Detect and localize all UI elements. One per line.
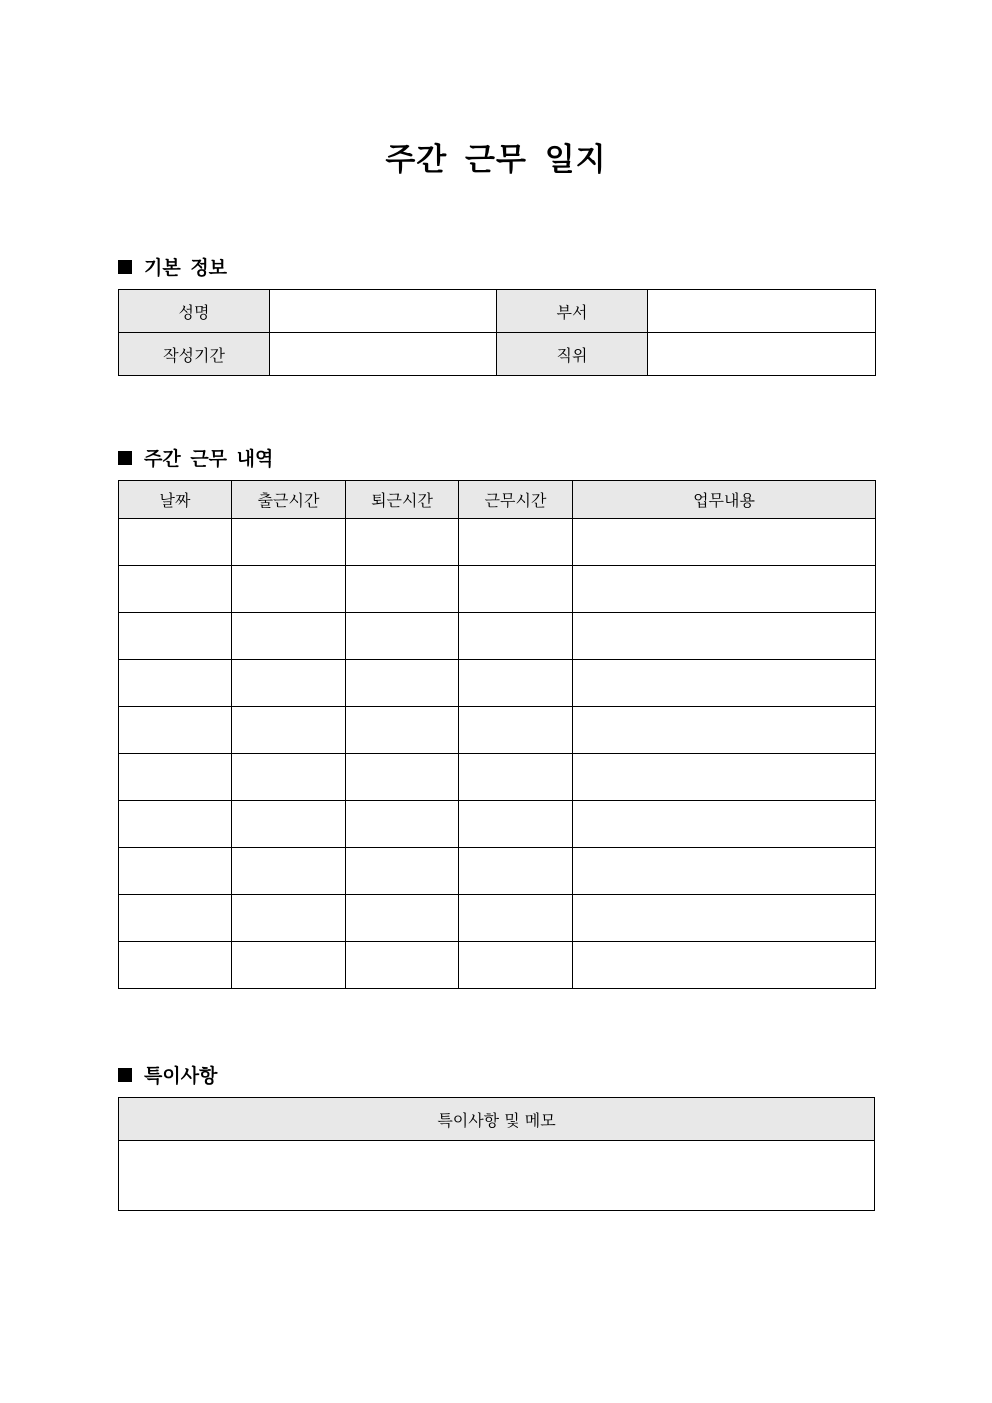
- check-out-cell[interactable]: [346, 613, 459, 660]
- work-hours-cell[interactable]: [459, 566, 573, 613]
- column-header-work-content: 업무내용: [573, 481, 876, 519]
- check-in-cell[interactable]: [232, 942, 346, 989]
- position-label: 직위: [497, 333, 648, 376]
- table-row: [119, 801, 876, 848]
- section-heading-label: 특이사항: [144, 1065, 218, 1087]
- name-field[interactable]: [270, 290, 497, 333]
- table-row: [119, 707, 876, 754]
- weekly-log-body: [119, 519, 876, 989]
- page-title: 주간 근무 일지: [385, 142, 607, 178]
- work-hours-cell[interactable]: [459, 660, 573, 707]
- table-row: [119, 290, 876, 333]
- date-cell[interactable]: [119, 660, 232, 707]
- table-row: [119, 1141, 875, 1211]
- check-out-cell[interactable]: [346, 801, 459, 848]
- period-label: 작성기간: [119, 333, 270, 376]
- column-header-check-in: 출근시간: [232, 481, 346, 519]
- notes-column-header: 특이사항 및 메모: [119, 1098, 875, 1141]
- table-header-row: [119, 1098, 875, 1141]
- notes-field[interactable]: [119, 1141, 875, 1211]
- date-cell[interactable]: [119, 566, 232, 613]
- column-header-work-hours: 근무시간: [459, 481, 573, 519]
- notes-table: [118, 1097, 875, 1211]
- check-in-cell[interactable]: [232, 848, 346, 895]
- check-in-cell[interactable]: [232, 801, 346, 848]
- department-field[interactable]: [648, 290, 876, 333]
- square-bullet-icon: [118, 260, 132, 274]
- check-in-cell[interactable]: [232, 613, 346, 660]
- work-content-cell[interactable]: [573, 613, 876, 660]
- period-field[interactable]: [270, 333, 497, 376]
- section-heading-label: 기본 정보: [144, 257, 228, 279]
- table-row: [119, 566, 876, 613]
- table-row: [119, 754, 876, 801]
- column-header-check-out: 퇴근시간: [346, 481, 459, 519]
- date-cell[interactable]: [119, 519, 232, 566]
- weekly-log-table: [118, 480, 876, 989]
- work-hours-cell[interactable]: [459, 754, 573, 801]
- check-out-cell[interactable]: [346, 895, 459, 942]
- date-cell[interactable]: [119, 895, 232, 942]
- check-in-cell[interactable]: [232, 519, 346, 566]
- check-out-cell[interactable]: [346, 660, 459, 707]
- check-in-cell[interactable]: [232, 707, 346, 754]
- check-in-cell[interactable]: [232, 754, 346, 801]
- check-out-cell[interactable]: [346, 566, 459, 613]
- work-hours-cell[interactable]: [459, 942, 573, 989]
- table-header-row: [119, 481, 876, 519]
- check-in-cell[interactable]: [232, 660, 346, 707]
- date-cell[interactable]: [119, 801, 232, 848]
- section-heading-basic-info: [118, 253, 227, 280]
- work-content-cell[interactable]: [573, 707, 876, 754]
- work-content-cell[interactable]: [573, 660, 876, 707]
- table-row: [119, 942, 876, 989]
- check-out-cell[interactable]: [346, 519, 459, 566]
- table-row: [119, 895, 876, 942]
- date-cell[interactable]: [119, 754, 232, 801]
- column-header-date: 날짜: [119, 481, 232, 519]
- square-bullet-icon: [118, 451, 132, 465]
- work-content-cell[interactable]: [573, 848, 876, 895]
- square-bullet-icon: [118, 1068, 132, 1082]
- basic-info-table: [118, 289, 876, 376]
- check-out-cell[interactable]: [346, 707, 459, 754]
- section-heading-notes: [118, 1061, 217, 1088]
- check-in-cell[interactable]: [232, 566, 346, 613]
- section-heading-label: 주간 근무 내역: [144, 448, 274, 470]
- work-hours-cell[interactable]: [459, 848, 573, 895]
- department-label: 부서: [497, 290, 648, 333]
- table-row: [119, 333, 876, 376]
- check-in-cell[interactable]: [232, 895, 346, 942]
- table-row: [119, 613, 876, 660]
- work-content-cell[interactable]: [573, 519, 876, 566]
- work-hours-cell[interactable]: [459, 895, 573, 942]
- date-cell[interactable]: [119, 707, 232, 754]
- table-row: [119, 848, 876, 895]
- work-hours-cell[interactable]: [459, 613, 573, 660]
- check-out-cell[interactable]: [346, 848, 459, 895]
- table-row: [119, 660, 876, 707]
- date-cell[interactable]: [119, 942, 232, 989]
- check-out-cell[interactable]: [346, 754, 459, 801]
- section-heading-weekly-log: [118, 444, 273, 471]
- work-content-cell[interactable]: [573, 942, 876, 989]
- work-content-cell[interactable]: [573, 801, 876, 848]
- date-cell[interactable]: [119, 613, 232, 660]
- work-content-cell[interactable]: [573, 895, 876, 942]
- work-hours-cell[interactable]: [459, 707, 573, 754]
- check-out-cell[interactable]: [346, 942, 459, 989]
- date-cell[interactable]: [119, 848, 232, 895]
- work-hours-cell[interactable]: [459, 801, 573, 848]
- position-field[interactable]: [648, 333, 876, 376]
- table-row: [119, 519, 876, 566]
- work-content-cell[interactable]: [573, 566, 876, 613]
- name-label: 성명: [119, 290, 270, 333]
- work-hours-cell[interactable]: [459, 519, 573, 566]
- work-content-cell[interactable]: [573, 754, 876, 801]
